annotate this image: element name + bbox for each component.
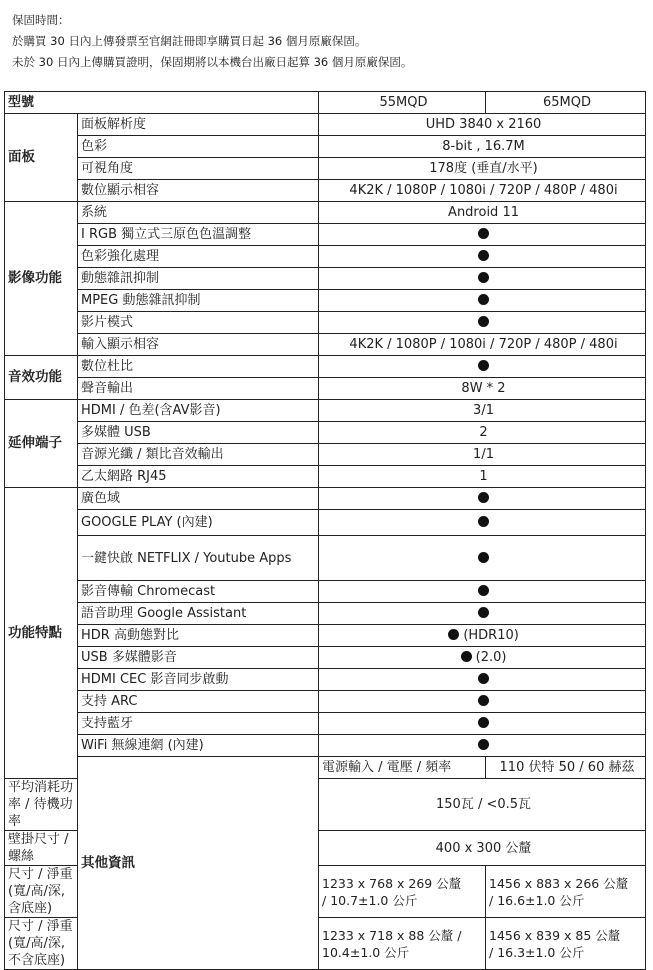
- group-ports: 延伸端子: [5, 400, 78, 488]
- row-value: 3/1: [319, 400, 646, 422]
- weight-line: / 16.3±1.0 公斤: [489, 944, 585, 960]
- table-row: [5, 246, 646, 268]
- weight-line: 10.4±1.0 公斤: [322, 944, 410, 960]
- table-row: [5, 290, 646, 312]
- table-row: [5, 356, 646, 378]
- supported-dot-icon: [478, 360, 489, 371]
- row-label: HDR 高動態對比: [78, 625, 319, 647]
- row-label: 聲音輸出: [78, 378, 319, 400]
- row-value: 150瓦 / <0.5瓦: [319, 779, 646, 831]
- row-value: 4K2K / 1080P / 1080i / 720P / 480P / 480i: [319, 334, 646, 356]
- header-row: [5, 92, 646, 114]
- row-label: 色彩強化處理: [78, 246, 319, 268]
- table-row: [5, 757, 646, 779]
- table-row: [5, 510, 646, 536]
- supported-dot-icon: [478, 585, 489, 596]
- table-row: [5, 603, 646, 625]
- row-label: WiFi 無線連網 (內建): [78, 735, 319, 757]
- group-panel: 面板: [5, 114, 78, 202]
- supported-dot-icon: [478, 607, 489, 618]
- row-label: 平均消耗功率 / 待機功率: [5, 779, 78, 831]
- supported-dot-icon: [478, 516, 489, 527]
- table-row: [5, 735, 646, 757]
- row-label: 音源光纖 / 類比音效輸出: [78, 444, 319, 466]
- weight-line: / 10.7±1.0 公斤: [322, 892, 418, 908]
- row-value: 8W * 2: [319, 378, 646, 400]
- row-label: 輸入顯示相容: [78, 334, 319, 356]
- size-line: 1233 x 768 x 269 公釐: [322, 875, 462, 891]
- row-value: Android 11: [319, 202, 646, 224]
- supported-dot-icon: [478, 228, 489, 239]
- model-header-label: 型號: [5, 92, 319, 114]
- group-video: 影像功能: [5, 202, 78, 356]
- size-line: 1456 x 883 x 266 公釐: [489, 875, 629, 891]
- table-row: [5, 268, 646, 290]
- supported-dot-icon: [478, 250, 489, 261]
- table-row: [5, 488, 646, 510]
- supported-dot-icon: [478, 272, 489, 283]
- row-label: 支持藍牙: [78, 713, 319, 735]
- supported-dot-icon: [448, 629, 459, 640]
- model-b-size-with-base: [486, 866, 646, 918]
- supported-dot-icon: [478, 552, 489, 563]
- row-label: 動態雜訊抑制: [78, 268, 319, 290]
- row-label: 一鍵快啟 NETFLIX / Youtube Apps: [78, 536, 319, 581]
- weight-line: / 16.6±1.0 公斤: [489, 892, 585, 908]
- table-row: [5, 466, 646, 488]
- row-label: 電源輸入 / 電壓 / 頻率: [319, 757, 486, 779]
- supported-dot-icon: [461, 651, 472, 662]
- size-line: 1233 x 718 x 88 公釐 /: [322, 927, 462, 943]
- table-row: [5, 400, 646, 422]
- table-row: [5, 422, 646, 444]
- row-value: 400 x 300 公釐: [319, 831, 646, 866]
- row-value: 110 伏特 50 / 60 赫茲: [486, 757, 646, 779]
- table-row: [5, 581, 646, 603]
- supported-dot-icon: [478, 492, 489, 503]
- model-b-size-without-base: [486, 918, 646, 970]
- table-row: [5, 312, 646, 334]
- row-label: 語音助理 Google Assistant: [78, 603, 319, 625]
- table-row: [5, 647, 646, 669]
- row-label: 數位顯示相容: [78, 180, 319, 202]
- supported-dot-icon: [478, 695, 489, 706]
- row-label: HDMI / 色差(含AV影音): [78, 400, 319, 422]
- supported-dot-icon: [478, 316, 489, 327]
- row-value: 1: [319, 466, 646, 488]
- table-row: [5, 180, 646, 202]
- table-row: [5, 625, 646, 647]
- row-label: 支持 ARC: [78, 691, 319, 713]
- supported-dot-icon: [478, 717, 489, 728]
- row-value: (2.0): [475, 650, 507, 665]
- warranty-line-1: 於購買 30 日內上傳發票至官網註冊即享購買日起 36 個月原廠保固。: [12, 34, 367, 48]
- model-a-size-with-base: [319, 866, 486, 918]
- group-features: 功能特點: [5, 488, 78, 779]
- row-label: 可視角度: [78, 158, 319, 180]
- row-label: USB 多媒體影音: [78, 647, 319, 669]
- table-row: [5, 114, 646, 136]
- row-label: 數位杜比: [78, 356, 319, 378]
- row-label: HDMI CEC 影音同步啟動: [78, 669, 319, 691]
- size-line: 1456 x 839 x 85 公釐: [489, 927, 621, 943]
- table-row: [5, 136, 646, 158]
- row-value: 2: [319, 422, 646, 444]
- row-value: UHD 3840 x 2160: [319, 114, 646, 136]
- table-row: [5, 691, 646, 713]
- table-row: [5, 378, 646, 400]
- row-value: 1/1: [319, 444, 646, 466]
- warranty-line-2: 未於 30 日內上傳購買證明，保固期將以本機台出廠日起算 36 個月原廠保固。: [12, 55, 413, 69]
- model-a-header: 55MQD: [319, 92, 486, 114]
- row-value: (HDR10): [463, 628, 519, 643]
- row-label: 多媒體 USB: [78, 422, 319, 444]
- warranty-title: 保固時間：: [12, 13, 70, 27]
- table-row: [5, 669, 646, 691]
- row-label: I RGB 獨立式三原色色溫調整: [78, 224, 319, 246]
- row-label: 系統: [78, 202, 319, 224]
- row-label: 影片模式: [78, 312, 319, 334]
- row-label: 廣色域: [78, 488, 319, 510]
- row-label: GOOGLE PLAY (內建): [78, 510, 319, 536]
- model-b-header: 65MQD: [486, 92, 646, 114]
- row-label: 色彩: [78, 136, 319, 158]
- supported-dot-icon: [478, 673, 489, 684]
- group-other: 其他資訊: [78, 757, 319, 970]
- supported-dot-icon: [478, 294, 489, 305]
- spec-table: [4, 91, 646, 970]
- row-label: 乙太網路 RJ45: [78, 466, 319, 488]
- row-label: 壁掛尺寸 / 螺絲: [5, 831, 78, 866]
- row-value: 4K2K / 1080P / 1080i / 720P / 480P / 480i: [319, 180, 646, 202]
- row-value: 8-bit , 16.7M: [319, 136, 646, 158]
- warranty-notice: [12, 10, 412, 73]
- row-label: MPEG 動態雜訊抑制: [78, 290, 319, 312]
- table-row: [5, 224, 646, 246]
- table-row: [5, 713, 646, 735]
- model-a-size-without-base: [319, 918, 486, 970]
- table-row: [5, 334, 646, 356]
- table-row: [5, 202, 646, 224]
- row-label: 面板解析度: [78, 114, 319, 136]
- table-row: [5, 444, 646, 466]
- row-label: 影音傳輸 Chromecast: [78, 581, 319, 603]
- supported-dot-icon: [478, 739, 489, 750]
- row-value: 178度 (垂直/水平): [319, 158, 646, 180]
- table-row: [5, 536, 646, 581]
- row-label: 尺寸 / 淨重 (寬/高/深,不含底座): [5, 918, 78, 970]
- table-row: [5, 158, 646, 180]
- row-label: 尺寸 / 淨重 (寬/高/深,含底座): [5, 866, 78, 918]
- group-audio: 音效功能: [5, 356, 78, 400]
